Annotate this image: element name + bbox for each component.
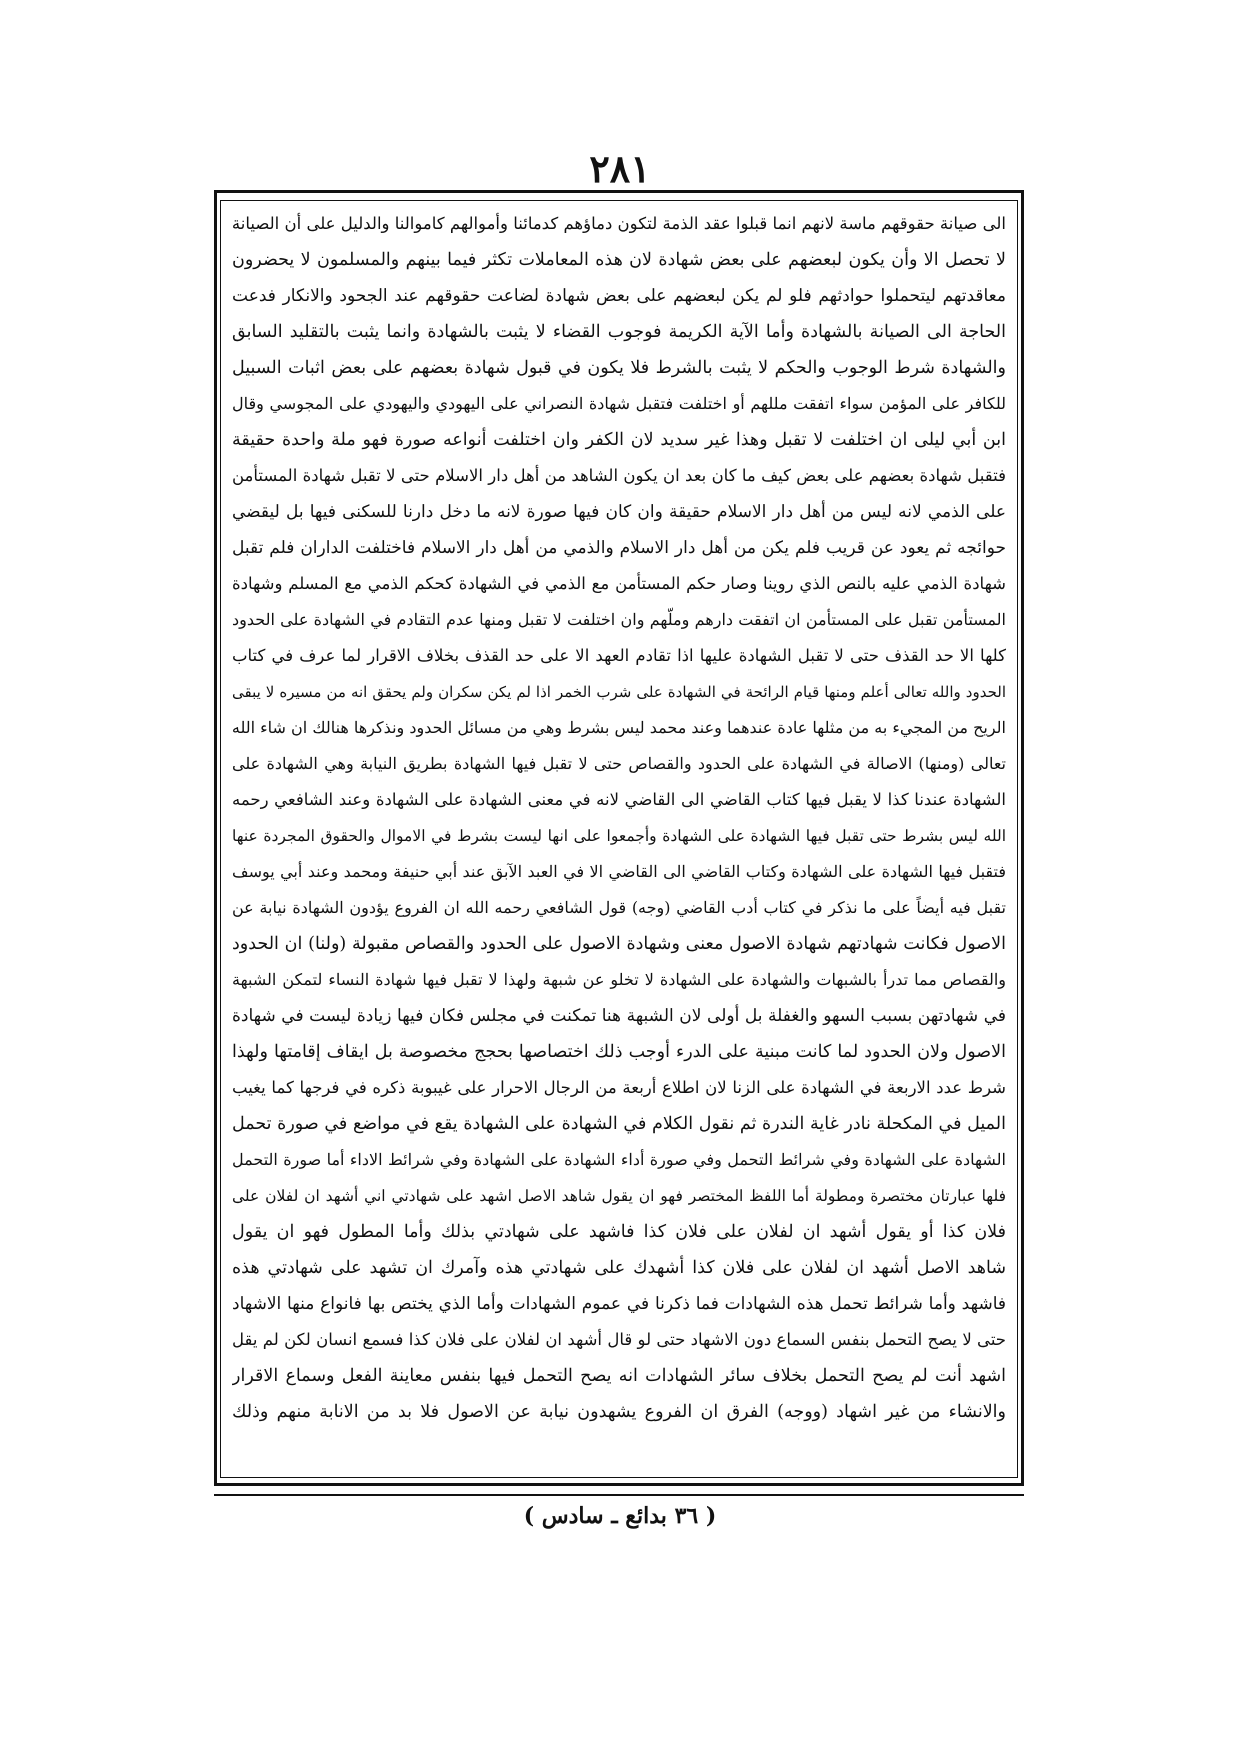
text-line: شرط عدد الاربعة في الشهادة على الزنا لان اطلاع أربعة من الرجال الاحرار على غيبوبة ذكره في فرجها كما يغيب [232, 1078, 1006, 1097]
text-line: الاصول ولان الحدود لما كانت مبنية على الدرء أوجب ذلك اختصاصها بحجج مخصوصة بل ايقاف إقامتها ولهذا [232, 1042, 1006, 1062]
text-line: كلها الا حد القذف حتى لا تقبل الشهادة عليها اذا تقادم العهد الا على حد القذف بخلاف الاقرار لما عرف في كتاب [232, 646, 1006, 665]
text-line: والانشاء من غير اشهاد (ووجه) الفرق ان الفروع يشهدون نيابة عن الاصول فلا بد من الانابة منهم وذلك [232, 1402, 1006, 1422]
text-line: الريح من المجيء به من مثلها عادة عندهما وعند محمد ليس بشرط وهي من مسائل الحدود ونذكرها هنالك ان شاء الله [232, 718, 1006, 737]
text-line: في شهادتهن بسبب السهو والغفلة بل أولى لان الشبهة هنا تمكنت في مجلس فكان فيها زيادة ليست في شهادة [232, 1006, 1006, 1026]
text-line: معاقدتهم ليتحملوا حوادثهم فلو لم يكن لبعضهم على بعض شهادة لضاعت حقوقهم عند الجحود والانكار فدعت [232, 286, 1006, 306]
text-line: حتى لا يصح التحمل بنفس السماع دون الاشهاد حتى لو قال أشهد ان لفلان على فلان كذا فسمع انسان لكن لم يقل [232, 1330, 1006, 1349]
signature-label: ( ٣٦ بدائع ـ سادس ) [523, 1503, 717, 1529]
text-line: الله ليس بشرط حتى تقبل فيها الشهادة على الشهادة وأجمعوا على انها ليست بشرط في الاموال والحقوق المجردة عنها [232, 827, 1006, 845]
text-line: الحدود والله تعالى أعلم ومنها قيام الرائحة في الشهادة على شرب الخمر اذا لم يكن سكران ولم يحقق انه من مسيره لا يبقى [232, 683, 1006, 701]
text-line: الميل في المكحلة نادر غاية الندرة ثم نقول الكلام في الشهادة على الشهادة يقع في مواضع في صورة تحمل [232, 1114, 1006, 1134]
text-line: الشهادة على الشهادة وفي شرائط التحمل وفي صورة أداء الشهادة على الشهادة وفي شرائط الاداء أما صورة التحمل [232, 1150, 1006, 1169]
text-line: شهادة الذمي عليه بالنص الذي روينا وصار حكم المستأمن مع الذمي في الشهادة كحكم الذمي مع المسلم وشهادة [232, 574, 1006, 593]
text-line: فتقبل شهادة بعضهم على بعض كيف ما كان بعد ان يكون الشاهد من أهل دار الاسلام حتى لا تقبل شهادة المستأمن [232, 466, 1006, 485]
text-line: والقصاص مما تدرأ بالشبهات والشهادة على الشهادة لا تخلو عن شبهة ولهذا لا تقبل فيها شهادة النساء لتمكن الشبهة [232, 970, 1006, 989]
text-line: لا تحصل الا وأن يكون لبعضهم على بعض شهادة لان هذه المعاملات تكثر فيما بينهم والمسلمون لا يحضرون [232, 250, 1006, 270]
text-line: الحاجة الى الصيانة بالشهادة وأما الآية الكريمة فوجوب القضاء لا يثبت بالشهادة وانما يثبت بالتقليد السابق [232, 322, 1006, 342]
text-line: اشهد أنت لم يصح التحمل بخلاف سائر الشهادات انه يصح التحمل فيها بنفس معاينة الفعل وسماع الاقرار [232, 1366, 1006, 1386]
text-line: حوائجه ثم يعود عن قريب فلم يكن من أهل دار الاسلام والذمي من أهل دار الاسلام فاختلفت الداران فلم تقبل [232, 538, 1006, 558]
text-line: فلها عبارتان مختصرة ومطولة أما اللفظ المختصر فهو ان يقول شاهد الاصل اشهد على شهادتي اني أشهد ان لفلان على [232, 1187, 1006, 1205]
text-line: تقبل فيه أيضاً على ما نذكر في كتاب أدب القاضي (وجه) قول الشافعي رحمه الله ان الفروع يؤدون الشهادة نيابة عن [232, 898, 1006, 917]
main-text-block [232, 206, 1006, 1468]
footer-rule [214, 1494, 1024, 1496]
text-line: فلان كذا أو يقول أشهد ان لفلان على فلان كذا فاشهد على شهادتي بذلك وأما المطول فهو ان يقول [232, 1222, 1006, 1242]
text-line: للكافر على المؤمن سواء اتفقت مللهم أو اختلفت فتقبل شهادة النصراني على اليهودي واليهودي على المجوسي وقال [232, 394, 1006, 413]
text-line: شاهد الاصل أشهد ان لفلان على فلان كذا أشهدك على شهادتي هذه وآمرك ان تشهد على شهادتي هذه [232, 1258, 1006, 1278]
text-line: والشهادة شرط الوجوب والحكم لا يثبت بالشرط فلا يكون في قبول شهادة بعضهم على بعض اثبات السبيل [232, 358, 1006, 378]
text-line: الى صيانة حقوقهم ماسة لانهم انما قبلوا عقد الذمة لتكون دماؤهم كدمائنا وأموالهم كاموالنا والدليل على أن الصيانة [232, 214, 1006, 233]
text-line: فتقبل فيها الشهادة على الشهادة وكتاب القاضي الى القاضي الا في العبد الآبق عند أبي حنيفة ومحمد وعند أبي يوسف [232, 862, 1006, 881]
text-line: المستأمن تقبل على المستأمن ان اتفقت دارهم وملّهم وان اختلفت لا تقبل ومنها عدم التقادم في الشهادة على الحدود [232, 610, 1006, 629]
text-line: ابن أبي ليلى ان اختلفت لا تقبل وهذا غير سديد لان الكفر وان اختلفت أنواعه صورة فهو ملة واحدة حقيقة [232, 430, 1006, 450]
text-line: فاشهد وأما شرائط تحمل هذه الشهادات فما ذكرنا في عموم الشهادات وأما الذي يختص بها فانواع منها الاشهاد [232, 1294, 1006, 1314]
text-line: الاصول فكانت شهادتهم شهادة الاصول معنى وشهادة الاصول على الحدود والقصاص مقبولة (ولنا) ان الحدود [232, 934, 1006, 954]
page-number: ٢٨١ [589, 146, 651, 191]
text-line: على الذمي لانه ليس من أهل دار الاسلام حقيقة وان كان فيها صورة لانه ما دخل دارنا للسكنى فيها بل ليقضي [232, 502, 1006, 522]
text-line: تعالى (ومنها) الاصالة في الشهادة على الحدود والقصاص حتى لا تقبل فيها الشهادة بطريق النيابة وهي الشهادة على [232, 754, 1006, 773]
text-line: الشهادة عندنا كذا لا يقبل فيها كتاب القاضي الى القاضي لانه في معنى الشهادة على الشهادة وعند الشافعي رحمه [232, 790, 1006, 809]
